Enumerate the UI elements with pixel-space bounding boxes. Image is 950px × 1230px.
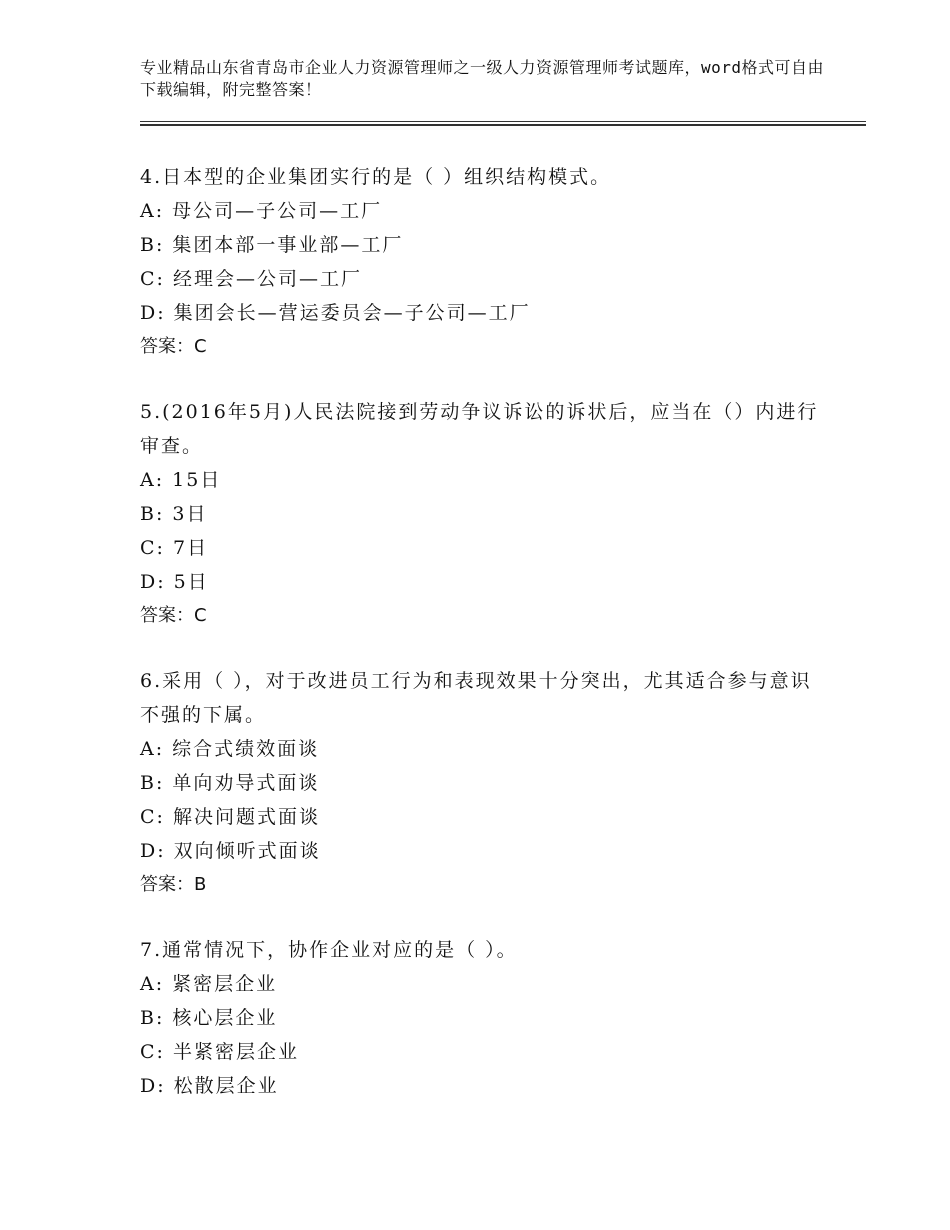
option-d: D: 双向倾听式面谈 — [140, 840, 321, 862]
option-b: B: 3日 — [140, 503, 208, 525]
option-c: C: 经理会—公司—工厂 — [140, 268, 362, 290]
header-divider-thick — [140, 124, 866, 126]
option-a: A: 15日 — [140, 469, 222, 491]
option-a: A: 母公司—子公司—工厂 — [140, 200, 383, 222]
question-stem: 6.采用（ ），对于改进员工行为和表现效果十分突出，尤其适合参与意识不强的下属。 — [140, 670, 812, 726]
header-divider-thin — [140, 121, 866, 122]
option-d: D: 松散层企业 — [140, 1075, 279, 1097]
question-6 — [140, 664, 820, 902]
answer-line: 答案：C — [140, 605, 207, 626]
question-stem: 4.日本型的企业集团实行的是（ ）组织结构模式。 — [140, 166, 612, 188]
option-b: B: 核心层企业 — [140, 1007, 278, 1029]
question-7 — [140, 933, 820, 1103]
answer-line: 答案：B — [140, 874, 207, 895]
option-b: B: 单向劝导式面谈 — [140, 772, 320, 794]
question-list — [140, 160, 820, 1134]
option-a: A: 紧密层企业 — [140, 973, 278, 995]
option-d: D: 5日 — [140, 571, 209, 593]
option-c: C: 解决问题式面谈 — [140, 806, 320, 828]
option-c: C: 7日 — [140, 537, 209, 559]
question-5 — [140, 395, 820, 633]
question-4 — [140, 160, 820, 364]
option-d: D: 集团会长—营运委员会—子公司—工厂 — [140, 302, 531, 324]
option-c: C: 半紧密层企业 — [140, 1041, 299, 1063]
option-a: A: 综合式绩效面谈 — [140, 738, 320, 760]
question-stem: 7.通常情况下，协作企业对应的是（ ）。 — [140, 939, 518, 961]
option-b: B: 集团本部一事业部—工厂 — [140, 234, 404, 256]
question-stem: 5.(2016年5月)人民法院接到劳动争议诉讼的诉状后，应当在（）内进行审查。 — [140, 401, 819, 457]
answer-line: 答案：C — [140, 336, 207, 357]
document-header: 专业精品山东省青岛市企业人力资源管理师之一级人力资源管理师考试题库，word格式可自由下载编辑，附完整答案！ — [140, 58, 825, 99]
